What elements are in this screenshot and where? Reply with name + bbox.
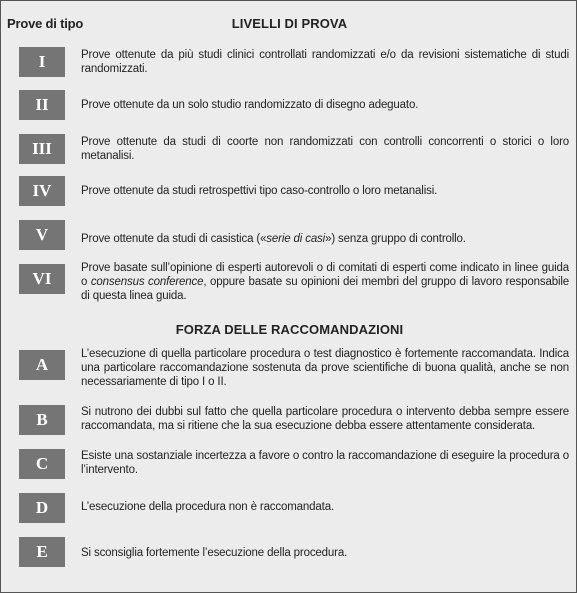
grade-badge: A [19, 350, 65, 380]
recommendation-strength-title: FORZA DELLE RACCOMANDAZIONI [175, 322, 404, 337]
level-badge: II [19, 90, 65, 120]
grade-badge: D [19, 493, 65, 523]
level-description: Prove ottenute da studi retrospettivi tipo caso-controllo o loro metanalisi. [81, 185, 438, 197]
level-badge: V [19, 220, 65, 250]
evidence-levels-title: LIVELLI DI PROVA [231, 16, 348, 31]
level-description: Prove ottenute da un solo studio randomizzato di disegno adeguato. [81, 99, 419, 111]
column-header: Prove di tipo [7, 16, 84, 31]
grade-badge: E [19, 537, 65, 567]
grade-description: Esiste una sostanziale incertezza a favore o contro la raccomandazione di eseguire la procedura o l’intervento. [81, 450, 569, 476]
grade-description: L’esecuzione di quella particolare procedura o test diagnostico è fortemente raccomandata. Indica una particolare raccomandazione sostenuta da prove scientifiche di buona qualità, anche se non necessariamente di tipo I o II. [81, 348, 569, 388]
grade-badge: B [19, 405, 65, 435]
level-badge: IV [19, 176, 65, 206]
grade-description: Si sconsiglia fortemente l’esecuzione della procedura. [81, 547, 348, 559]
level-description: Prove ottenute da studi di coorte non randomizzati con controlli concorrenti o storici o loro metanalisi. [81, 136, 569, 162]
level-description: Prove ottenute da studi di casistica («serie di casi») senza gruppo di controllo. [81, 233, 466, 245]
grade-description: Si nutrono dei dubbi sul fatto che quella particolare procedura o intervento debba sempre essere raccomandata, ma si ritiene che la sua esecuzione debba essere attentamente considerata. [81, 406, 569, 432]
level-badge: III [19, 134, 65, 164]
level-badge: VI [19, 264, 65, 294]
grade-badge: C [19, 449, 65, 479]
grade-description: L’esecuzione della procedura non è raccomandata. [81, 501, 335, 513]
level-badge: I [19, 47, 65, 77]
level-description: Prove basate sull’opinione di esperti autorevoli o di comitati di esperti come indicato in linee guida o consensus conference, oppure basate su opinioni dei membri del gruppo di lavoro responsabile di questa linea guida. [81, 262, 569, 302]
level-description: Prove ottenute da più studi clinici controllati randomizzati e/o da revisioni sistematiche di studi randomizzati. [81, 49, 569, 75]
